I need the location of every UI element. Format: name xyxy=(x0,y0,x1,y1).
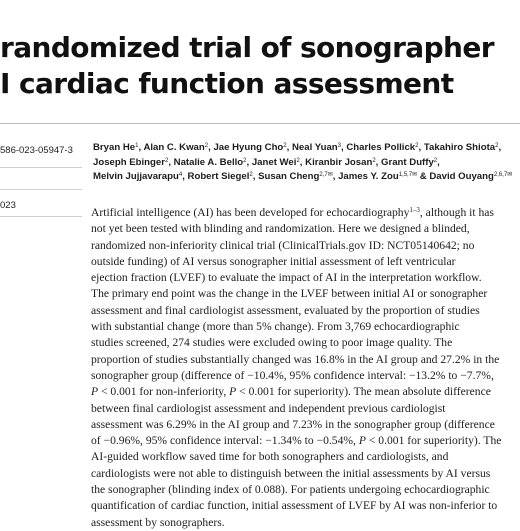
author-line-2: Joseph Ebinger$^2$, Natalie A. Bello$^2$, Janet Wei$^2$, Kiranbir Josan$^2$, Grant Duffy$^2$, xyxy=(93,156,440,168)
abstract-line: sonographer group (difference of −10.4%, 95% confidence interval: −13.2% to −7.7%, xyxy=(91,368,494,382)
author-name[interactable]: Natalie A. Bello xyxy=(173,156,244,168)
date-text: 023 xyxy=(0,200,16,211)
abstract-line: proportion of studies substantially changed was 16.8% in the AI group and 27.2% in the xyxy=(91,352,500,366)
author-line-1: Bryan He$^1$, Alan C. Kwan$^2$, Jae Hyung Cho$^2$, Neal Yuan$^3$, Charles Pollick$^2$, Takahiro Shiota$^2$, xyxy=(93,142,502,153)
author-affiliation: 2 xyxy=(204,143,209,149)
author-name[interactable]: Kiranbir Josan xyxy=(305,156,373,168)
author-name[interactable]: James Y. Zou xyxy=(338,171,399,183)
abstract-line: quantification of cardiac function, initial assessment of LVEF by AI was non-inferior to xyxy=(91,499,498,513)
meta-divider xyxy=(0,216,82,217)
abstract-line: ejection fraction (LVEF) to evaluate the impact of AI in the interpretation workflow. xyxy=(91,271,482,285)
abstract-line: randomized non-inferiority clinical trial (ClinicalTrials.gov ID: NCT05140642; no xyxy=(91,238,475,252)
abstract-line: AI-guided workflow saved time for both sonographers and cardiologists, and xyxy=(91,450,449,464)
author-name[interactable]: Susan Cheng xyxy=(258,171,320,183)
meta-divider xyxy=(0,167,82,168)
author-name[interactable]: Alan C. Kwan xyxy=(143,142,205,153)
author-affiliation: 2 xyxy=(495,143,499,149)
author-affiliation: 2 xyxy=(433,157,438,164)
meta-divider xyxy=(0,189,82,190)
author-name[interactable]: Bryan He xyxy=(93,142,136,153)
abstract-line: assessment and final cardiologist assessment, evaluated by the proportion of studies xyxy=(91,303,480,317)
abstract-body xyxy=(91,205,516,531)
author-name[interactable]: Janet Wei xyxy=(251,156,297,168)
author-list xyxy=(93,141,513,185)
abstract-line: assessment was 6.29% in the AI group and 7.23% in the sonographer group (difference xyxy=(91,417,495,431)
author-affiliation: 3 xyxy=(337,143,342,149)
author-name[interactable]: Charles Pollick xyxy=(346,142,416,153)
citation-superscript[interactable]: 1–3 xyxy=(409,206,420,214)
abstract-line: P < 0.001 for non-inferiority, P < 0.001 for superiority). The mean absolute difference xyxy=(91,385,491,399)
author-affiliation: 4 xyxy=(178,172,183,179)
paper-title xyxy=(0,30,520,102)
author-name[interactable]: Joseph Ebinger xyxy=(93,156,165,168)
abstract-line: assessment by sonographers. xyxy=(91,515,225,529)
abstract-line: studies screened, 274 studies were excluded owing to poor image quality. The xyxy=(91,336,453,350)
abstract-line: cardiologists were not able to distinguish between the initial assessments by AI versus xyxy=(91,466,491,480)
title-divider xyxy=(0,123,520,124)
author-name[interactable]: Robert Siegel xyxy=(187,171,250,183)
author-affiliation: 2 xyxy=(372,157,376,164)
abstract-line: of −0.96%, 95% confidence interval: −1.34% to −0.54%, P < 0.001 for superiority). The xyxy=(91,434,502,448)
title-line-2: I cardiac function assessment xyxy=(0,67,454,100)
abstract-line: with substantial change (more than 5% change). From 3,769 echocardiographic xyxy=(91,320,460,334)
author-affiliation: 1 xyxy=(135,143,139,149)
author-affiliation: 2 xyxy=(243,157,247,164)
abstract-line: the sonographer (blinding index of 0.088). For patients undergoing echocardiographic xyxy=(91,483,490,497)
author-line-3: Melvin Jujjavarapu$^4$, Robert Siegel$^2$, Susan Cheng$^{2,7✉}$, James Y. Zou$^{1,5,7✉}$ & David Ouyang$^{2,6,7✉}$ xyxy=(93,171,513,183)
doi-text[interactable]: 586-023-05947-3 xyxy=(0,145,73,156)
author-affiliation: 2 xyxy=(283,143,287,149)
title-line-1: randomized trial of sonographer xyxy=(0,31,494,64)
author-name[interactable]: Melvin Jujjavarapu xyxy=(93,171,179,183)
author-affiliation: 2,7✉ xyxy=(319,172,333,179)
author-name[interactable]: Jae Hyung Cho xyxy=(213,142,284,153)
abstract-line: not yet been tested with blinding and randomization. Here we designed a blinded, xyxy=(91,222,470,236)
author-affiliation: 2 xyxy=(415,143,419,149)
author-name[interactable]: & David Ouyang xyxy=(419,171,494,183)
abstract-line: Artificial intelligence (AI) has been developed for echocardiography$^{1-3}$, although it has xyxy=(91,206,494,219)
author-affiliation: 2 xyxy=(296,157,300,164)
author-affiliation: 2 xyxy=(249,172,253,179)
abstract-line: outside funding) of AI versus sonographer initial assessment of left ventricular xyxy=(91,254,456,268)
author-affiliation: 2,6,7✉ xyxy=(493,172,513,179)
author-affiliation: 1,5,7✉ xyxy=(398,172,418,179)
author-name[interactable]: Takahiro Shiota xyxy=(423,142,496,153)
abstract-line: between final cardiologist assessment and independent previous cardiologist xyxy=(91,401,446,415)
author-affiliation: 2 xyxy=(164,157,169,164)
abstract-line: The primary end point was the change in the LVEF between initial AI or sonographer xyxy=(91,287,488,301)
author-name[interactable]: Neal Yuan xyxy=(291,142,338,153)
author-name[interactable]: Grant Duffy xyxy=(381,156,434,168)
